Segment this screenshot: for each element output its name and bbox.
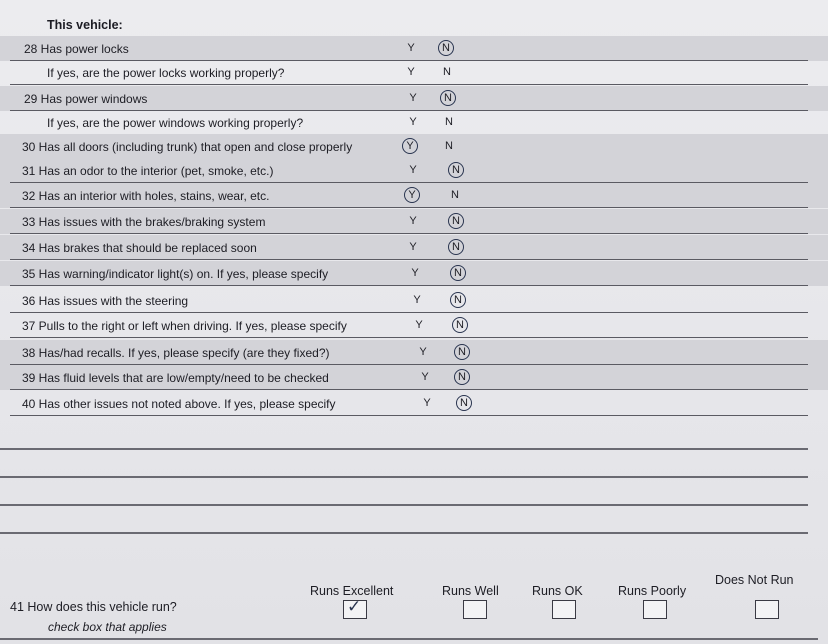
yes-option[interactable]: Y [411, 267, 419, 279]
run-option-checkbox[interactable] [552, 600, 576, 619]
run-option-checkbox[interactable] [643, 600, 667, 619]
yes-option[interactable]: Y [415, 319, 423, 331]
yes-option[interactable]: Y [409, 241, 417, 253]
question-text: 40 Has other issues not noted above. If yes, please specify [22, 397, 336, 411]
yes-option[interactable]: Y [423, 397, 431, 409]
question-text: 30 Has all doors (including trunk) that open and close properly [22, 140, 353, 154]
question-row [0, 340, 828, 365]
question-row [0, 261, 828, 286]
yes-option[interactable]: Y [407, 42, 415, 54]
blank-writing-line[interactable] [0, 504, 808, 506]
question-text: 29 Has power windows [24, 92, 148, 106]
question-row [0, 183, 828, 208]
yes-option[interactable]: Y [402, 138, 418, 154]
question-row [0, 36, 828, 61]
yes-option[interactable]: Y [409, 164, 417, 176]
row-rule [10, 84, 808, 86]
question-text: If yes, are the power locks working properly? [47, 66, 285, 80]
row-rule [10, 389, 808, 391]
question-row [0, 110, 828, 135]
run-option-label: Runs Excellent [310, 584, 394, 598]
form-heading: This vehicle: [47, 18, 123, 32]
no-option[interactable]: N [438, 40, 454, 56]
run-option-checkbox[interactable] [463, 600, 487, 619]
question-row [0, 391, 828, 416]
yes-option[interactable]: Y [419, 346, 427, 358]
no-option[interactable]: N [448, 239, 464, 255]
question-text: 38 Has/had recalls. If yes, please specify (are they fixed?) [22, 346, 330, 360]
yes-option[interactable]: Y [409, 215, 417, 227]
no-option[interactable]: N [450, 265, 466, 281]
no-option[interactable]: N [454, 344, 470, 360]
no-option[interactable]: N [445, 116, 453, 128]
no-option[interactable]: N [454, 369, 470, 385]
row-rule [10, 337, 808, 339]
question-row [0, 313, 828, 338]
yes-option[interactable]: Y [409, 92, 417, 104]
question-text: 32 Has an interior with holes, stains, wear, etc. [22, 189, 270, 203]
row-rule [10, 415, 808, 417]
no-option[interactable]: N [448, 213, 464, 229]
question-row [0, 365, 828, 390]
no-option[interactable]: N [450, 292, 466, 308]
question-text: 39 Has fluid levels that are low/empty/need to be checked [22, 371, 329, 385]
blank-writing-line[interactable] [0, 532, 808, 534]
row-rule [10, 259, 808, 261]
row-rule [10, 233, 808, 235]
no-option[interactable]: N [448, 162, 464, 178]
run-option-label: Runs OK [532, 584, 583, 598]
yes-option[interactable]: Y [407, 66, 415, 78]
yes-option[interactable]: Y [421, 371, 429, 383]
yes-option[interactable]: Y [404, 187, 420, 203]
run-option-label: Runs Well [442, 584, 499, 598]
no-option[interactable]: N [445, 140, 453, 152]
question-row [0, 288, 828, 313]
question-row [0, 209, 828, 234]
row-rule [10, 207, 808, 209]
question-text: If yes, are the power windows working properly? [47, 116, 304, 130]
question-row [0, 134, 828, 159]
check-mark-icon: ✓ [347, 597, 362, 616]
question-text: 28 Has power locks [24, 42, 129, 56]
question-row [0, 235, 828, 260]
blank-writing-line[interactable] [0, 448, 808, 450]
question-text: 33 Has issues with the brakes/braking system [22, 215, 266, 229]
no-option[interactable]: N [451, 189, 459, 201]
row-rule [10, 285, 808, 287]
yes-option[interactable]: Y [409, 116, 417, 128]
run-condition-section [0, 570, 828, 644]
question-text: 31 Has an odor to the interior (pet, smoke, etc.) [22, 164, 274, 178]
question-text: 36 Has issues with the steering [22, 294, 189, 308]
question-text: 37 Pulls to the right or left when driving. If yes, please specify [22, 319, 347, 333]
q41-question: 41 How does this vehicle run? [10, 600, 177, 614]
run-option-label: Does Not Run [715, 573, 794, 587]
q41-hint: check box that applies [48, 620, 167, 634]
bottom-rule [0, 638, 818, 640]
no-option[interactable]: N [452, 317, 468, 333]
no-option[interactable]: N [443, 66, 451, 78]
run-option-label: Runs Poorly [618, 584, 687, 598]
yes-option[interactable]: Y [413, 294, 421, 306]
question-row [0, 158, 828, 183]
question-text: 34 Has brakes that should be replaced soon [22, 241, 257, 255]
question-row [0, 86, 828, 111]
no-option[interactable]: N [456, 395, 472, 411]
no-option[interactable]: N [440, 90, 456, 106]
question-row [0, 60, 828, 85]
run-option-checkbox[interactable] [755, 600, 779, 619]
blank-writing-line[interactable] [0, 476, 808, 478]
run-option-checkbox[interactable] [343, 597, 367, 619]
question-text: 35 Has warning/indicator light(s) on. If yes, please specify [22, 267, 329, 281]
